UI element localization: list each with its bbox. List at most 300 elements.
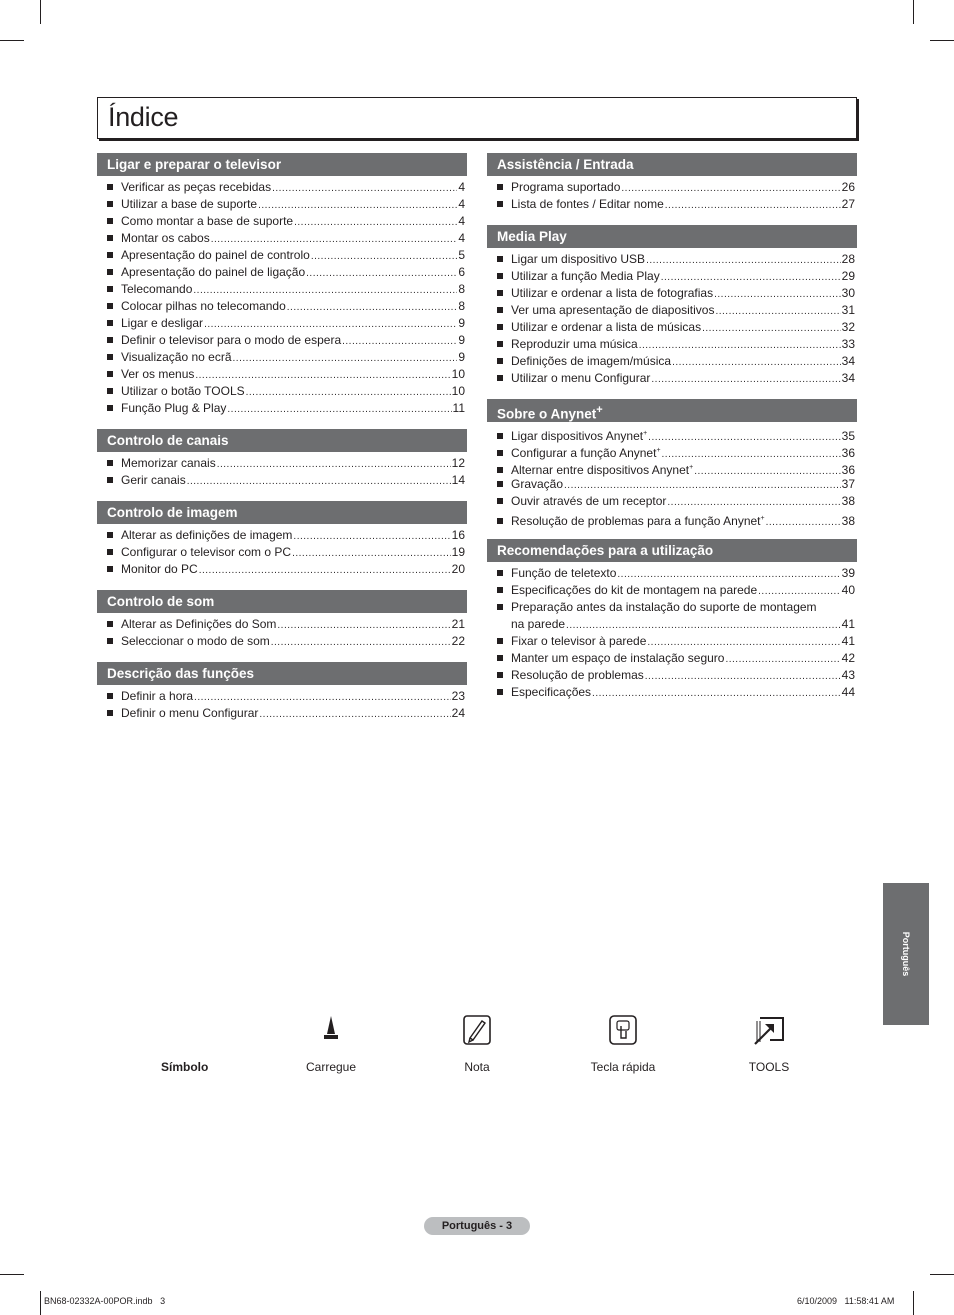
imprint-date: 6/10/2009 11:58:41 AM — [797, 1296, 895, 1306]
toc-entry-label — [121, 179, 271, 196]
toc-entry[interactable] — [97, 472, 467, 489]
square-bullet-icon — [107, 405, 113, 411]
square-bullet-icon — [497, 201, 503, 207]
toc-page-number: 31 — [841, 303, 855, 317]
toc-entry-label — [511, 599, 817, 616]
toc-entry-text: Manter um espaço de instalação seguro — [511, 651, 725, 665]
toc-entry[interactable] — [97, 400, 467, 417]
toc-page-number: 16 — [451, 528, 465, 542]
dot-leader — [271, 634, 451, 651]
toc-entry-label — [511, 268, 660, 285]
toc-entry-label — [511, 582, 757, 599]
dot-leader — [311, 248, 458, 265]
toc-page-number: 26 — [841, 180, 855, 194]
toc-entry[interactable] — [487, 599, 857, 633]
toc-page-number: 20 — [451, 562, 465, 576]
toc-entry-label — [121, 196, 257, 213]
dot-leader — [306, 265, 457, 282]
dot-leader — [272, 180, 457, 197]
section-heading — [487, 225, 857, 248]
dot-leader — [199, 562, 451, 579]
toc-entry[interactable] — [487, 336, 857, 353]
toc-entry-label — [121, 544, 291, 561]
toc-entry-label — [121, 527, 292, 544]
square-bullet-icon — [107, 710, 113, 716]
dot-leader — [204, 316, 457, 333]
toc-entry-text: Alternar entre dispositivos Anynet — [511, 463, 690, 477]
dot-leader — [193, 282, 457, 299]
toc-entry-label — [121, 400, 226, 417]
toc-entry-text: Programa suportado — [511, 180, 621, 194]
toc-page-number: 33 — [841, 337, 855, 351]
toc-entry[interactable] — [97, 705, 467, 722]
symbol-caption: TOOLS — [748, 1060, 790, 1074]
toc-section — [487, 225, 857, 387]
toc-entry-text: Colocar pilhas no telecomando — [121, 299, 286, 313]
toc-entry-label — [511, 179, 620, 196]
toc-page-number: 19 — [451, 545, 465, 559]
toc-page-number: 28 — [841, 252, 855, 266]
section-heading — [487, 399, 857, 422]
dot-leader — [639, 337, 841, 354]
toc-section — [487, 399, 857, 527]
toc-entry-label — [511, 633, 646, 650]
toc-entry-text: Montar os cabos — [121, 231, 210, 245]
toc-left-column — [97, 153, 467, 734]
toc-entry[interactable] — [97, 544, 467, 561]
toc-page-number: 5 — [458, 248, 465, 262]
toc-entry-text: Gravação — [511, 477, 564, 491]
note-icon — [462, 1014, 492, 1046]
section-heading-text: Descrição das funções — [107, 666, 255, 681]
toc-entry[interactable] — [487, 582, 857, 599]
entry-superscript: + — [643, 430, 648, 437]
toc-page-number: 44 — [841, 685, 855, 699]
section-heading — [97, 153, 467, 176]
toc-entry-label — [511, 650, 724, 667]
square-bullet-icon — [497, 433, 503, 439]
toc-entry-text: Ligar um dispositivo USB — [511, 252, 646, 266]
toc-entry[interactable] — [487, 667, 857, 684]
toc-entry-text: na parede — [511, 617, 566, 631]
toc-entry-text: Função Plug & Play — [121, 401, 227, 415]
square-bullet-icon — [497, 273, 503, 279]
crop-mark — [930, 40, 954, 41]
toc-entry[interactable] — [487, 268, 857, 285]
toc-entry-label — [121, 315, 203, 332]
toc-page-number: 12 — [451, 456, 465, 470]
toc-entry-label — [121, 230, 210, 247]
symbol-caption: Nota — [464, 1060, 490, 1074]
toc-entry-label — [511, 565, 616, 582]
toc-entry-text: Ligar dispositivos Anynet — [511, 429, 644, 443]
toc-entry-text: Utilizar e ordenar a lista de músicas — [511, 320, 702, 334]
toc-entry[interactable] — [487, 565, 857, 582]
toc-entry-text: Gerir canais — [121, 473, 186, 487]
toc-entry-text: Definir a hora — [121, 689, 194, 703]
dot-leader — [246, 384, 451, 401]
toc-entry-label — [511, 616, 565, 633]
toc-page-number: 11 — [452, 401, 465, 415]
entry-superscript: + — [689, 464, 694, 471]
dot-leader — [665, 197, 841, 214]
entry-superscript: + — [760, 515, 765, 522]
toc-page-number: 42 — [841, 651, 855, 665]
toc-page-number: 32 — [841, 320, 855, 334]
symbol-caption: Carregue — [305, 1060, 357, 1074]
toc-entry-label — [121, 383, 245, 400]
toc-entry[interactable] — [487, 196, 857, 213]
toc-entry-text: Utilizar a base de suporte — [121, 197, 258, 211]
toc-entry-text: Monitor do PC — [121, 562, 198, 576]
toc-page-number: 34 — [841, 354, 855, 368]
toc-entry-text: Visualização no ecrã — [121, 350, 232, 364]
dot-leader — [217, 456, 451, 473]
toc-page-number: 36 — [841, 446, 855, 460]
toc-entry[interactable] — [97, 688, 467, 705]
toc-entry-text: Definir o menu Configurar — [121, 706, 259, 720]
toc-page-number: 40 — [841, 583, 855, 597]
dot-leader — [645, 668, 841, 685]
toc-entry-label — [511, 353, 671, 370]
toc-entry-text: Alterar as Definições do Som — [121, 617, 277, 631]
square-bullet-icon — [107, 477, 113, 483]
toc-entry[interactable] — [97, 264, 467, 281]
square-bullet-icon — [497, 518, 503, 524]
square-bullet-icon — [107, 354, 113, 360]
toc-entry[interactable] — [487, 425, 857, 442]
toc-entry[interactable] — [487, 510, 857, 527]
crop-mark — [40, 0, 41, 24]
toc-page-number: 4 — [458, 180, 465, 194]
dot-leader — [617, 566, 840, 583]
toc-entry-text: Reproduzir uma música — [511, 337, 638, 351]
square-bullet-icon — [107, 621, 113, 627]
toc-entry-text: Apresentação do painel de controlo — [121, 248, 310, 262]
toc-entry-text: Ver os menus — [121, 367, 195, 381]
section-heading — [487, 153, 857, 176]
square-bullet-icon — [497, 324, 503, 330]
toc-right-column — [487, 153, 857, 713]
toc-entry-text: Resolução de problemas — [511, 668, 644, 682]
toc-entry[interactable] — [97, 332, 467, 349]
toc-entry-label — [121, 264, 305, 281]
toc-entry[interactable] — [97, 247, 467, 264]
square-bullet-icon — [107, 388, 113, 394]
toc-page-number: 39 — [841, 566, 855, 580]
toc-entry[interactable] — [487, 370, 857, 387]
toc-entry-text: Função de teletexto — [511, 566, 617, 580]
toc-entry-text: Fixar o televisor à parede — [511, 634, 647, 648]
dot-leader — [646, 252, 841, 269]
toc-entry-text: Utilizar e ordenar a lista de fotografias — [511, 286, 714, 300]
toc-entry[interactable] — [97, 527, 467, 544]
toc-entry-label — [121, 247, 310, 264]
toc-entry-text: Especificações do kit de montagem na parede — [511, 583, 758, 597]
toc-page-number: 43 — [841, 668, 855, 682]
toc-entry[interactable] — [487, 319, 857, 336]
square-bullet-icon — [497, 290, 503, 296]
toc-page-number: 36 — [841, 463, 855, 477]
toc-page-number: 29 — [841, 269, 855, 283]
toc-entry-text: Lista de fontes / Editar nome — [511, 197, 664, 211]
dot-leader — [293, 528, 450, 545]
square-bullet-icon — [107, 269, 113, 275]
section-heading-text: Controlo de imagem — [107, 505, 238, 520]
toc-entry[interactable] — [97, 315, 467, 332]
crop-mark — [0, 40, 24, 41]
dot-leader — [702, 320, 841, 337]
toc-entry-text: Utilizar a função Media Play — [511, 269, 660, 283]
toc-entry-text: Seleccionar o modo de som — [121, 634, 270, 648]
dot-leader — [194, 689, 451, 706]
toc-page-number: 38 — [841, 514, 855, 528]
dot-leader — [227, 401, 451, 418]
square-bullet-icon — [497, 689, 503, 695]
square-bullet-icon — [497, 450, 503, 456]
dot-leader — [211, 231, 458, 248]
toc-entry[interactable] — [487, 633, 857, 650]
toc-entry[interactable] — [97, 179, 467, 196]
section-heading — [97, 429, 467, 452]
toc-entry-label — [121, 281, 192, 298]
section-heading-text: Controlo de canais — [107, 433, 229, 448]
square-bullet-icon — [497, 638, 503, 644]
toc-entry-label — [121, 455, 216, 472]
toc-page-number: 30 — [841, 286, 855, 300]
toc-entry[interactable] — [97, 366, 467, 383]
dot-leader — [725, 651, 840, 668]
dot-leader — [592, 685, 841, 702]
page-title: Índice — [108, 102, 179, 132]
section-heading-text: Controlo de som — [107, 594, 215, 609]
toc-page-number: 38 — [841, 494, 855, 508]
square-bullet-icon — [107, 218, 113, 224]
section-heading-text: Ligar e preparar o televisor — [107, 157, 282, 172]
toc-entry-label — [121, 298, 286, 315]
section-heading — [487, 539, 857, 562]
dot-leader — [294, 214, 457, 231]
toc-entry[interactable] — [97, 196, 467, 213]
toc-page-number: 37 — [841, 477, 855, 491]
language-side-tab-label: Português — [901, 931, 911, 977]
toc-entry[interactable] — [487, 476, 857, 493]
square-bullet-icon — [497, 570, 503, 576]
square-bullet-icon — [107, 286, 113, 292]
toc-entry[interactable] — [97, 298, 467, 315]
dot-leader — [758, 583, 840, 600]
toc-entry-label — [511, 493, 666, 510]
toc-entry-text: Como montar a base de suporte — [121, 214, 294, 228]
toc-entry-label — [121, 616, 276, 633]
toc-entry[interactable] — [97, 281, 467, 298]
toc-entry-label — [511, 285, 713, 302]
toc-section — [487, 539, 857, 701]
toc-entry-label — [121, 349, 232, 366]
square-bullet-icon — [107, 532, 113, 538]
square-bullet-icon — [497, 672, 503, 678]
square-bullet-icon — [497, 498, 503, 504]
square-bullet-icon — [497, 467, 503, 473]
press-icon — [321, 1014, 341, 1044]
toc-page-number: 41 — [841, 634, 855, 648]
toc-entry-text: Configurar o televisor com o PC — [121, 545, 292, 559]
toc-entry-label — [511, 251, 645, 268]
toc-page-number: 4 — [458, 231, 465, 245]
toc-entry-text: Alterar as definições de imagem — [121, 528, 293, 542]
symbol-caption: Tecla rápida — [590, 1060, 656, 1074]
toc-entry-text: Utilizar o botão TOOLS — [121, 384, 245, 398]
dot-leader — [647, 634, 840, 651]
toc-entry-label — [121, 366, 194, 383]
toc-entry-label — [511, 510, 765, 530]
square-bullet-icon — [497, 307, 503, 313]
square-bullet-icon — [497, 375, 503, 381]
square-bullet-icon — [497, 341, 503, 347]
square-bullet-icon — [107, 252, 113, 258]
toc-entry[interactable] — [487, 285, 857, 302]
toc-section — [487, 153, 857, 213]
toc-entry[interactable] — [487, 353, 857, 370]
toc-entry[interactable] — [487, 684, 857, 701]
toc-entry-label — [121, 332, 341, 349]
square-bullet-icon — [107, 693, 113, 699]
dot-leader — [287, 299, 458, 316]
square-bullet-icon — [107, 638, 113, 644]
toc-entry-label — [121, 688, 193, 705]
footer-page-label: Português - 3 — [424, 1217, 530, 1235]
symbol-legend — [0, 1010, 954, 1080]
language-side-tab — [883, 883, 929, 1025]
toc-entry-label — [511, 302, 714, 319]
toc-page-number: 35 — [841, 429, 855, 443]
dot-leader — [667, 494, 840, 511]
entry-superscript: + — [656, 447, 661, 454]
toc-page-number: 10 — [451, 384, 465, 398]
dot-leader — [195, 367, 450, 384]
section-heading — [97, 501, 467, 524]
square-bullet-icon — [497, 256, 503, 262]
dot-leader — [766, 514, 841, 531]
toc-entry[interactable] — [487, 650, 857, 667]
toc-entry-label — [121, 633, 270, 650]
crop-mark — [40, 1291, 41, 1315]
toc-entry-label — [511, 476, 563, 493]
toc-entry[interactable] — [487, 251, 857, 268]
toc-entry[interactable] — [97, 633, 467, 650]
toc-entry[interactable] — [97, 561, 467, 578]
dot-leader — [187, 473, 451, 490]
toc-page-number: 9 — [458, 333, 465, 347]
toc-entry-label — [511, 196, 664, 213]
toc-entry-text: Configurar a função Anynet — [511, 446, 657, 460]
dot-leader — [714, 286, 841, 303]
toc-entry-text: Ligar e desligar — [121, 316, 204, 330]
square-bullet-icon — [107, 320, 113, 326]
section-heading-text: Assistência / Entrada — [497, 157, 634, 172]
imprint-file: BN68-02332A-00POR.indb 3 — [44, 1296, 166, 1306]
toc-section — [97, 662, 467, 722]
toc-entry-label — [121, 561, 198, 578]
toc-page-number: 24 — [451, 706, 465, 720]
toc-page-number: 22 — [451, 634, 465, 648]
toc-entry-label — [121, 705, 258, 722]
square-bullet-icon — [497, 604, 503, 610]
toc-entry[interactable] — [487, 302, 857, 319]
toc-entry[interactable] — [97, 213, 467, 230]
toc-entry-text: Definir o televisor para o modo de espera — [121, 333, 342, 347]
toc-page-number: 27 — [841, 197, 855, 211]
crop-mark — [913, 1291, 914, 1315]
square-bullet-icon — [497, 481, 503, 487]
toc-entry-label — [121, 213, 293, 230]
dot-leader — [277, 617, 450, 634]
toc-entry[interactable] — [97, 616, 467, 633]
section-heading-text: Recomendações para a utilização — [497, 543, 714, 558]
toc-entry[interactable] — [97, 383, 467, 400]
crop-mark — [913, 0, 914, 24]
toc-entry[interactable] — [97, 455, 467, 472]
dot-leader — [661, 269, 841, 286]
square-bullet-icon — [107, 337, 113, 343]
toc-entry-text: Apresentação do painel de ligação — [121, 265, 306, 279]
toc-section — [97, 429, 467, 489]
toc-entry-text: Ouvir através de um receptor — [511, 494, 667, 508]
toc-section — [97, 153, 467, 417]
toc-entry-label — [511, 667, 644, 684]
toc-page-number: 14 — [451, 473, 465, 487]
square-bullet-icon — [497, 655, 503, 661]
toc-entry-label — [511, 319, 701, 336]
toc-entry-label — [511, 684, 591, 701]
toc-entry-label — [511, 370, 650, 387]
toc-entry-text: Utilizar o menu Configurar — [511, 371, 651, 385]
toc-entry-text: Especificações — [511, 685, 592, 699]
section-heading-text: Sobre o Anynet — [497, 406, 597, 422]
toc-entry-label — [121, 472, 186, 489]
square-bullet-icon — [107, 303, 113, 309]
toc-page-number: 6 — [458, 265, 465, 279]
toc-page-number: 41 — [841, 617, 855, 631]
toc-entry-text: Verificar as peças recebidas — [121, 180, 272, 194]
toc-page-number: 10 — [451, 367, 465, 381]
square-bullet-icon — [107, 460, 113, 466]
toc-entry[interactable] — [97, 230, 467, 247]
toc-entry[interactable] — [487, 493, 857, 510]
square-bullet-icon — [497, 358, 503, 364]
toc-page-number: 4 — [458, 197, 465, 211]
dot-leader — [715, 303, 840, 320]
dot-leader — [621, 180, 840, 197]
heading-superscript: + — [596, 404, 603, 416]
square-bullet-icon — [497, 587, 503, 593]
toc-page-number: 34 — [841, 371, 855, 385]
square-bullet-icon — [107, 235, 113, 241]
crop-mark — [930, 1274, 954, 1275]
square-bullet-icon — [107, 201, 113, 207]
dot-leader — [292, 545, 451, 562]
square-bullet-icon — [107, 566, 113, 572]
toc-entry-text: Resolução de problemas para a função Anynet — [511, 514, 761, 528]
toc-page-number: 21 — [451, 617, 465, 631]
toc-entry[interactable] — [97, 349, 467, 366]
square-bullet-icon — [107, 371, 113, 377]
toc-entry[interactable] — [487, 179, 857, 196]
toc-entry-label — [511, 336, 638, 353]
crop-mark — [0, 1274, 24, 1275]
dot-leader — [648, 429, 840, 446]
toc-page-number: 8 — [458, 282, 465, 296]
